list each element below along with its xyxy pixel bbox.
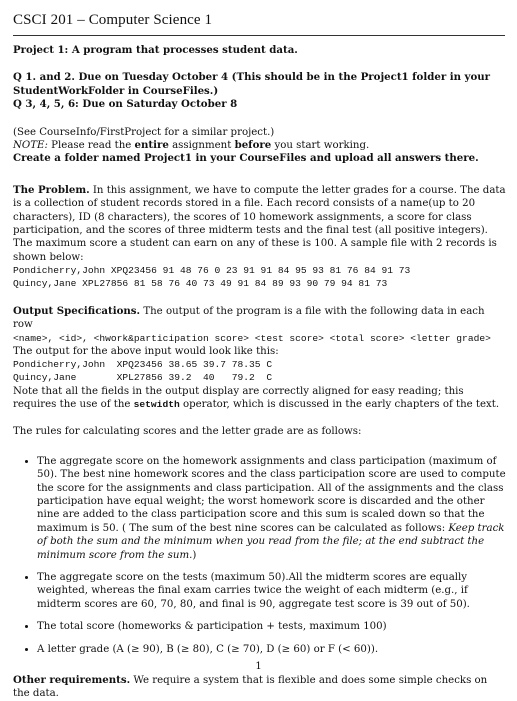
sample-output-line-1: Pondicherry,John XPQ23456 38.65 39.7 78.35 C (13, 359, 273, 371)
note-text-1: Please read the (47, 140, 135, 152)
rule-tests: • The aggregate score on the tests (maximum 50).All the midterm scores are equally weighted, whereas the final exam carries twice the weight of each midterm (e.g., if midterm scores are 60, 70, 80, and final is 90, aggregate test score is 39 out of 50). (37, 571, 506, 611)
note-text-3: you start working. (271, 140, 370, 152)
due-q1-q2: Q 1. and 2. Due on Tuesday October 4 (This should be in the Project1 folder in your StudentWorkFolder in CourseFiles.) (13, 71, 491, 97)
alignment-note-text-2: operator, which is discussed in the early chapters of the text. (179, 398, 500, 410)
note-text-2: assignment (168, 140, 235, 152)
rule-letter-grade: • A letter grade (A (≥ 90), B (≥ 80), C (≥ 70), D (≥ 60) or F (< 60)). (37, 643, 506, 656)
output-intro: The output for the above input would look like this: (13, 345, 279, 357)
project-heading: Project 1: A program that processes student data. (13, 44, 298, 56)
page-number: 1 (255, 661, 262, 672)
problem-text: In this assignment, we have to compute the letter grades for a course. The data is a collection of student records stored in a file. Each record consists of a name(up to 20 characters), ID (8 characters), the scores of 10 homework assignments, a score for class participation, and the scores of three midterm tests and the final test (all positive integers). The maximum score a student can earn on any of these is 100. A sample file with 2 records is shown below: (13, 184, 506, 263)
rules-list (13, 455, 506, 656)
rule-homework-text: The aggregate score on the homework assignments and class participation (maximum of 50). The best nine homework scores and the class participation score are used to compute the score for the assignments and class participation. All of the assignments and the class participation have equal weight; the worst homework score is discarded and the other nine are added to the class participation score and this sum is scaled down so that the maximum is 50. ( The sum of the best nine scores can be calculated as follows: (37, 455, 506, 534)
alignment-note-text-1: Note that all the fields in the output display are correctly aligned for easy reading; this requires the use of the (13, 385, 464, 410)
problem-paragraph (13, 184, 506, 264)
sample-output-line-2: Quincy,Jane XPL27856 39.2 40 79.2 C (13, 372, 273, 384)
sample-input-line-2: Quincy,Jane XPL27856 81 58 76 40 73 49 91 84 89 93 90 79 94 81 73 (13, 278, 388, 290)
note-bold-entire: entire (134, 139, 169, 152)
rule-homework (37, 455, 506, 562)
rule-homework-italic: Keep track of both the sum and the minimum when you read from the file; at the end subtract the minimum score from the sum. (37, 522, 505, 561)
course-title: CSCI 201 – Computer Science 1 (13, 12, 213, 28)
output-label: Output Specifications. (13, 304, 141, 317)
rule-homework-close: ) (192, 549, 197, 561)
see-note: (See CourseInfo/FirstProject for a similar project.) (13, 126, 275, 138)
document-page (13, 8, 506, 701)
rules-intro: The rules for calculating scores and the letter grade are as follows: (13, 426, 362, 438)
read-note (13, 139, 506, 152)
due-q3-q6: Q 3, 4, 5, 6: Due on Saturday October 8 (13, 98, 238, 111)
note-bold-before: before (234, 139, 272, 152)
setwidth-code: setwidth (133, 398, 180, 410)
create-folder-instruction: Create a folder named Project1 in your CourseFiles and upload all answers there. (13, 152, 479, 165)
other-text: We require a system that is flexible and does some simple checks on the data. (13, 675, 488, 700)
problem-label: The Problem. (13, 183, 90, 196)
output-text: The output of the program is a file with the following data in each row (13, 305, 485, 331)
output-paragraph (13, 305, 506, 332)
other-requirements (13, 674, 506, 701)
rule-total: • The total score (homeworks & participation + tests, maximum 100) (37, 620, 506, 633)
output-fields-line: <name>, <id>, <hwork&participation score> <test score> <total score> <letter grade> (13, 332, 491, 344)
alignment-note (13, 385, 506, 412)
sample-input-line-1: Pondicherry,John XPQ23456 91 48 76 0 23 91 91 84 95 93 81 76 84 91 73 (13, 265, 411, 277)
other-label: Other requirements. (13, 674, 131, 687)
note-label: NOTE: (13, 140, 48, 152)
title-rule (13, 35, 505, 36)
